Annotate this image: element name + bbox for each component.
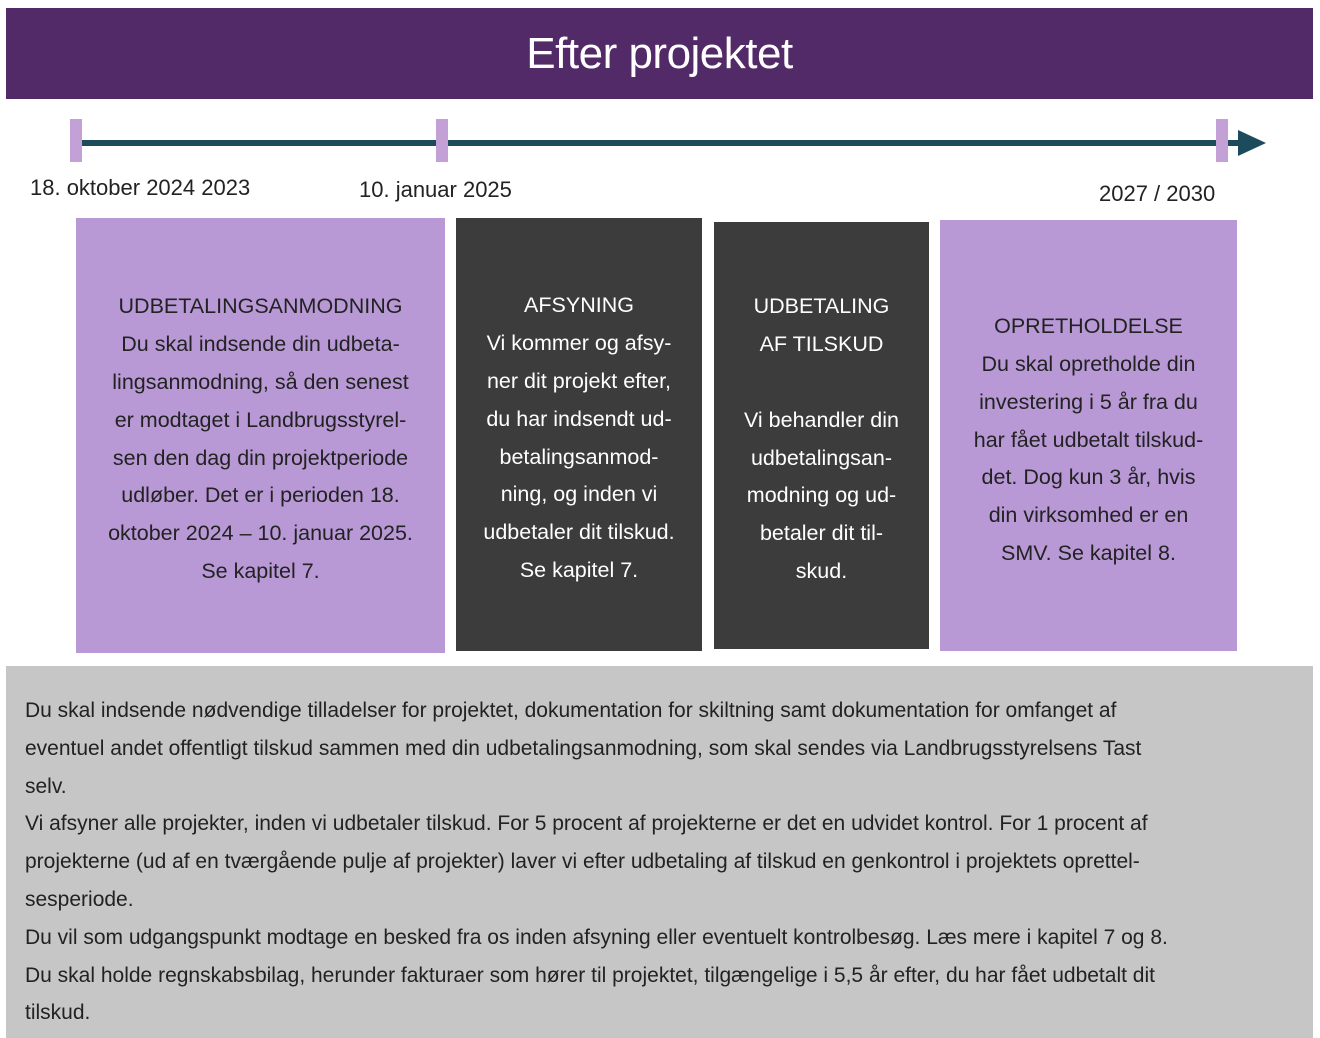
step-box-udbetaling-af-tilskud	[714, 222, 929, 649]
timeline-line	[78, 140, 1244, 146]
step-box-opretholdelse	[940, 220, 1237, 651]
timeline-date-start: 18. oktober 2024 2023	[30, 175, 251, 200]
step-title: AFSYNING	[524, 293, 634, 318]
info-panel	[6, 666, 1313, 1038]
step-body: Du skal indsende din udbeta- lingsanmodning, så den senest er modtaget i Landbrugsstyrel- sen den dag din projektperiode udløber. Det er i perioden 18. oktober 2024 – 10. januar 2025. Se kapitel 7.	[108, 332, 413, 583]
step-title: OPRETHOLDELSE	[994, 314, 1183, 339]
info-paragraph-inspection: Vi afsyner alle projekter, inden vi udbetaler tilskud. For 5 procent af projekterne er det en udvidet kontrol. For 1 procent af projekterne (ud af en tværgående pulje af projekter) laver vi efter udbetaling af tilskud en genkontrol i projektets oprettel- sesperiode.	[25, 812, 1148, 911]
timeline-arrowhead-icon	[1238, 130, 1266, 156]
step-box-afsyning	[456, 218, 702, 651]
info-paragraph-notice: Du vil som udgangspunkt modtage en besked fra os inden afsyning eller eventuelt kontrolbesøg. Læs mere i kapitel 7 og 8.	[25, 925, 1168, 949]
step-body: Vi behandler din udbetalingsan- modning og ud- betaler dit til- skud.	[743, 407, 899, 583]
timeline-tick-end	[1216, 119, 1228, 162]
header-banner	[6, 8, 1313, 99]
page-title: Efter projektet	[526, 28, 793, 78]
step-body: Du skal opretholde din investering i 5 år fra du har fået udbetalt tilskud- det. Dog kun 3 år, hvis din virksomhed er en SMV. Se kapitel 8.	[973, 352, 1204, 565]
timeline-tick-middle	[436, 119, 448, 162]
step-title: UDBETALINGSANMODNING	[118, 294, 403, 319]
step-box-udbetalingsanmodning	[76, 218, 445, 653]
info-paragraph-documents: Du skal indsende nødvendige tilladelser for projektet, dokumentation for skiltning samt dokumentation for omfanget af eventuel andet offentligt tilskud sammen med din udbetalingsanmodning, som skal sendes via Landbrugsstyrelsens Tast selv.	[25, 699, 1142, 798]
timeline-date-end: 2027 / 2030	[1099, 181, 1216, 206]
step-body: Vi kommer og afsy- ner dit projekt efter, du har indsendt ud- betalingsanmod- ning, og inden vi udbetaler dit tilskud. Se kapitel 7.	[483, 331, 675, 582]
timeline-tick-start	[70, 119, 82, 162]
step-title: UDBETALING AF TILSKUD	[753, 294, 890, 357]
timeline-date-middle: 10. januar 2025	[359, 177, 512, 202]
info-paragraph-records: Du skal holde regnskabsbilag, herunder fakturaer som hører til projektet, tilgængelige i 5,5 år efter, du har fået udbetalt dit tilskud.	[25, 963, 1155, 1025]
